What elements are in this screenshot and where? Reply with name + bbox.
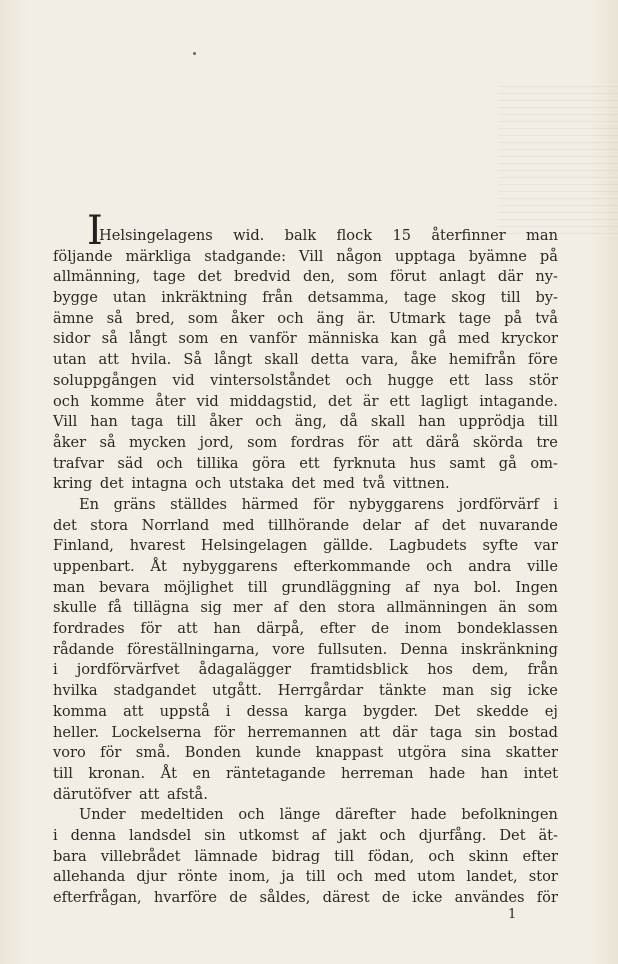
text-line: skulle få tillägna sig mer af den stora allmänningen än som <box>53 599 558 617</box>
text-line: soluppgången vid vintersolståndet och hugge ett lass stör <box>53 371 558 389</box>
text-line: komma att uppstå i dessa karga bygder. Det skedde ej <box>53 702 558 720</box>
paper-fleck <box>193 52 196 55</box>
page-number: 1 <box>508 907 517 922</box>
text-line: heller. Lockelserna för herremannen att där taga sin bostad <box>53 723 558 741</box>
text-line: bara villebrådet lämnade bidrag till födan, och skinn efter <box>53 847 558 865</box>
text-line: bygge utan inkräktning från detsamma, tage skog till by- <box>53 289 558 307</box>
text-line: därutöfver att afstå. <box>53 785 208 803</box>
text-line: utan att hvila. Så långt skall detta vara, åke hemifrån före <box>53 351 558 369</box>
text-line: Under medeltiden och länge därefter hade befolkningen <box>79 806 558 824</box>
text-line: efterfrågan, hvarföre de såldes, därest de icke användes för <box>53 889 558 906</box>
text-line: allehanda djur rönte inom, ja till och med utom landet, stor <box>53 868 558 886</box>
text-line: rådande föreställningarna, vore fullsuten. Denna inskränkning <box>53 640 558 658</box>
text-line: voro för små. Bonden kunde knappast utgöra sina skatter <box>53 744 558 762</box>
text-line: följande märkliga stadgande: Vill någon upptaga byämne på <box>53 247 558 265</box>
text-line: åker så mycken jord, som fordras för att därå skörda tre <box>53 433 558 451</box>
text-line: och komme åter vid middagstid, det är ett lagligt intagande. <box>53 392 558 410</box>
body-text <box>53 226 558 909</box>
text-line: sidor så långt som en vanför människa kan gå med kryckor <box>53 330 558 348</box>
text-line: i denna landsdel sin utkomst af jakt och djurfång. Det ät- <box>53 826 558 844</box>
drop-cap: I <box>87 208 103 254</box>
text-line: i jordförvärfvet ådagalägger framtidsblick hos dem, från <box>53 661 558 679</box>
text-line: hvilka stadgandet utgått. Herrgårdar tänkte man sig icke <box>53 682 558 700</box>
text-line: kring det intagna och utstaka det med två vittnen. <box>53 475 450 493</box>
text-line: man bevara möjlighet till grundläggning af nya bol. Ingen <box>53 578 558 596</box>
text-line: Vill han taga till åker och äng, då skall han upprödja till <box>53 413 558 431</box>
text-line: allmänning, tage det bredvid den, som förut anlagt där ny- <box>53 268 558 286</box>
text-line: Helsingelagens wid. balk flock 15 återfinner man <box>99 227 558 244</box>
text-line: En gräns ställdes härmed för nybyggarens jordförvärf i <box>79 495 558 513</box>
text-line: uppenbart. Åt nybyggarens efterkommande och andra ville <box>53 558 558 575</box>
text-line: fordrades för att han därpå, efter de inom bondeklassen <box>53 620 558 638</box>
show-through-text <box>498 80 618 240</box>
text-line: Finland, hvarest Helsingelagen gällde. Lagbudets syfte var <box>53 537 558 555</box>
text-line: ämne så bred, som åker och äng är. Utmark tage på två <box>53 309 558 327</box>
text-line: det stora Norrland med tillhörande delar af det nuvarande <box>53 516 558 534</box>
text-line: till kronan. Åt en räntetagande herreman hade han intet <box>53 764 558 782</box>
text-line: trafvar säd och tillika göra ett fyrknuta hus samt gå om- <box>53 454 558 472</box>
